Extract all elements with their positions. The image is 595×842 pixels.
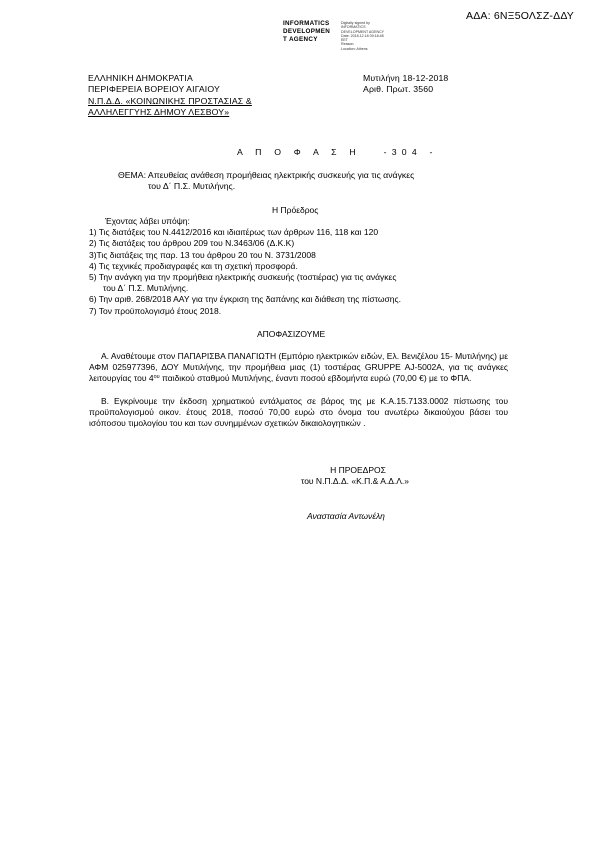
consideration-item: 5) Την ανάγκη για την προμήθεια ηλεκτρικής συσκευής (τοστιέρας) για τις ανάγκες: [89, 272, 397, 283]
stamp-line: T AGENCY: [283, 36, 318, 43]
stamp-detail: DEVELOPMENT AGENCY: [341, 29, 385, 34]
paragraph-a-text: Α. Αναθέτουμε στον ΠΑΠΑΡΙΣΒΑ ΠΑΝΑΓΙΩΤΗ (Εμπόριο ηλεκτρικών ειδών, Ελ. Βενιζέλου 15- Μυτιλήνης) με ΑΦΜ 025977396, ΔΟΥ Μυτιλήνης, την προμήθεια μιας (1) τοστιέρας GRUPPE AJ-5002A, για τις ανάγκες λειτουργίας του 4: [89, 351, 508, 384]
decide-heading: ΑΠΟΦΑΣΙΖΟΥΜΕ: [257, 329, 326, 339]
consideration-item: 3)Τις διατάξεις της παρ. 13 του άρθρου 20 του Ν. 3731/2008: [89, 249, 316, 260]
subject-block: [118, 170, 414, 192]
stamp-detail: INFORMATICS: [341, 25, 366, 30]
consideration-item: 2) Τις διατάξεις του άρθρου 209 του Ν.3463/06 (Δ.Κ.Κ): [89, 238, 295, 249]
issuer-line: Ν.Π.Δ.Δ. «ΚΟΙΝΩΝΙΚΗΣ ΠΡΟΣΤΑΣΙΑΣ &: [88, 95, 252, 106]
stamp-detail: EET: [341, 38, 348, 43]
consideration-item: 1) Τις διατάξεις του Ν.4412/2016 και ιδιαιτέρως των άρθρων 116, 118 και 120: [89, 227, 379, 238]
ada-code: ΑΔΑ: 6ΝΞ5ΟΛΣΖ-ΔΔΥ: [466, 10, 574, 22]
protocol-number: Αριθ. Πρωτ. 3560: [363, 84, 434, 95]
consideration-item: 7) Τον προϋπολογισμό έτους 2018.: [89, 305, 222, 316]
digital-signature-details: [341, 21, 384, 51]
issuer-line: ΕΛΛΗΝΙΚΗ ΔΗΜΟΚΡΑΤΙΑ: [88, 73, 193, 83]
subject-line: του Δ΄ Π.Σ. Μυτιλήνης.: [148, 181, 236, 192]
considerations-intro: Έχοντας λάβει υπόψη:: [105, 216, 190, 226]
document-date: Μυτιλήνη 18-12-2018: [363, 73, 449, 83]
stamp-detail: Date: 2018.12.18 09:18:48: [341, 33, 384, 38]
considerations-block: [89, 216, 401, 317]
date-protocol-block: [363, 73, 448, 96]
stamp-detail: Reason:: [341, 42, 355, 47]
digital-signature-stamp: [283, 20, 330, 44]
consideration-item: 6) Την αριθ. 268/2018 ΑΑΥ για την έγκριση της δαπάνης και διάθεση της πίστωσης.: [89, 294, 401, 305]
issuer-line: ΑΛΛΗΛΕΓΓΥΗΣ ΔΗΜΟΥ ΛΕΣΒΟΥ»: [88, 106, 230, 117]
president-heading: Η Πρόεδρος: [272, 205, 319, 215]
stamp-detail: Digitally signed by: [341, 21, 370, 25]
stamp-line: DEVELOPMEN: [283, 28, 331, 35]
subject-line: ΘΕΜΑ: Απευθείας ανάθεση προμήθειας ηλεκτρικής συσκευής για τις ανάγκες: [118, 170, 415, 180]
decision-paragraph-b: Β. Εγκρίνουμε την έκδοση χρηματικού εντάλματος σε βάρος της με Κ.Α.15.7133.0002 πίστωσης του προϋπολογισμού οικον. έτους 2018, ποσού 70,00 ευρώ στο όνομα του ανωτέρω δικαιούχου βάσει του ισόποσου τιμολογίου του και των συνημμένων σχετικών δικαιολογητικών .: [89, 396, 508, 429]
decision-title: Α Π Ο Φ Α Σ Η -304 -: [237, 147, 438, 157]
consideration-item: 4) Τις τεχνικές προδιαγραφές και τη σχετική προσφορά.: [89, 260, 298, 271]
decision-paragraph-a: [89, 351, 508, 385]
ordinal-suffix: ου: [153, 374, 160, 381]
issuer-line: ΠΕΡΙΦΕΡΕΙΑ ΒΟΡΕΙΟΥ ΑΙΓΑΙΟΥ: [88, 84, 220, 95]
stamp-line: INFORMATICS: [283, 20, 330, 27]
stamp-detail: Location: Athens: [341, 46, 368, 51]
consideration-item: του Δ΄ Π.Σ. Μυτιλήνης.: [103, 283, 189, 294]
issuer-block: [88, 73, 252, 118]
signature-block: [270, 465, 440, 487]
paragraph-a-tail: παιδικού σταθμού Μυτιλήνης, έναντι ποσού εβδομήντα ευρώ (70,00 €) με το ΦΠΑ.: [159, 373, 472, 384]
signature-title: Η ΠΡΟΕΔΡΟΣ: [330, 465, 386, 475]
signatory-name: Αναστασία Αντωνέλη: [307, 511, 385, 521]
signature-org: του Ν.Π.Δ.Δ. «Κ.Π.& Α.Δ.Λ.»: [300, 476, 410, 487]
